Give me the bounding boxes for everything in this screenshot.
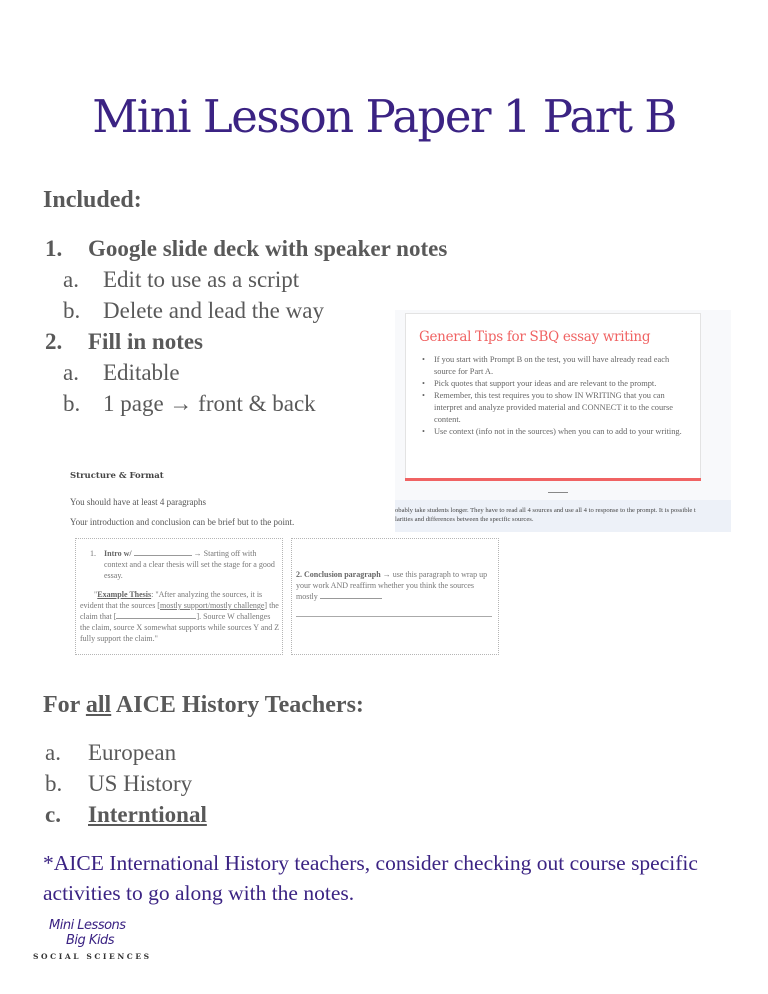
page-title: Mini Lesson Paper 1 Part B bbox=[92, 90, 676, 143]
footnote: *AICE International History teachers, consider checking out course specific activities to go along with the notes. bbox=[43, 851, 698, 905]
notes-line: You should have at least 4 paragraphs bbox=[70, 497, 207, 507]
audience-list: a. European b. US History c. Interntional bbox=[45, 740, 207, 827]
slide-bullets bbox=[422, 354, 692, 438]
slide-card bbox=[405, 313, 701, 481]
divider bbox=[548, 492, 568, 493]
speaker-notes: obably take students longer. They have to read all 4 sources and use all 4 to response to the prompt. It is possible t larities and differences between the specific sources. bbox=[395, 500, 731, 532]
slide-bullet: • If you start with Prompt B on the test, you will have already read each source for Part A. bbox=[422, 354, 692, 378]
notes-title: Structure & Format bbox=[70, 471, 164, 481]
slide-title: General Tips for SBQ essay writing bbox=[419, 329, 651, 345]
audience-heading: For all AICE History Teachers: bbox=[43, 692, 364, 718]
notes-line: Your introduction and conclusion can be brief but to the point. bbox=[70, 517, 295, 527]
conclusion-box: 2. Conclusion paragraph → use this paragraph to wrap up your work AND reaffirm whether you think the sources mostly bbox=[291, 538, 499, 655]
slide-bullet: • Remember, this test requires you to show IN WRITING that you can interpret and analyze provided material and CONNECT it to the course content. bbox=[422, 390, 692, 426]
brand-logo: Mini Lessons Big Kids SOCIAL SCIENCES bbox=[33, 918, 152, 961]
slide-bullet: • Use context (info not in the sources) when you can to add to your writing. bbox=[422, 426, 692, 438]
intro-box: 1. Intro w/ → Starting off with context and a clear thesis will set the stage for a good essay. "Example Thesis: "After analyzing the sources, it is evident that the sources [mostly support/mostly challenge] the claim that [ ]. Source W challenges the claim, source X somewhat supports while sources Y and Z fully support the claim." bbox=[75, 538, 283, 655]
slide-bullet: • Pick quotes that support your ideas and are relevant to the prompt. bbox=[422, 378, 692, 390]
included-list: 1. Google slide deck with speaker notes a. Edit to use as a script b. Delete and lead the way 2. Fill in notes a. Editable b. 1 page → front & back bbox=[45, 236, 448, 416]
included-heading: Included: bbox=[43, 187, 142, 213]
